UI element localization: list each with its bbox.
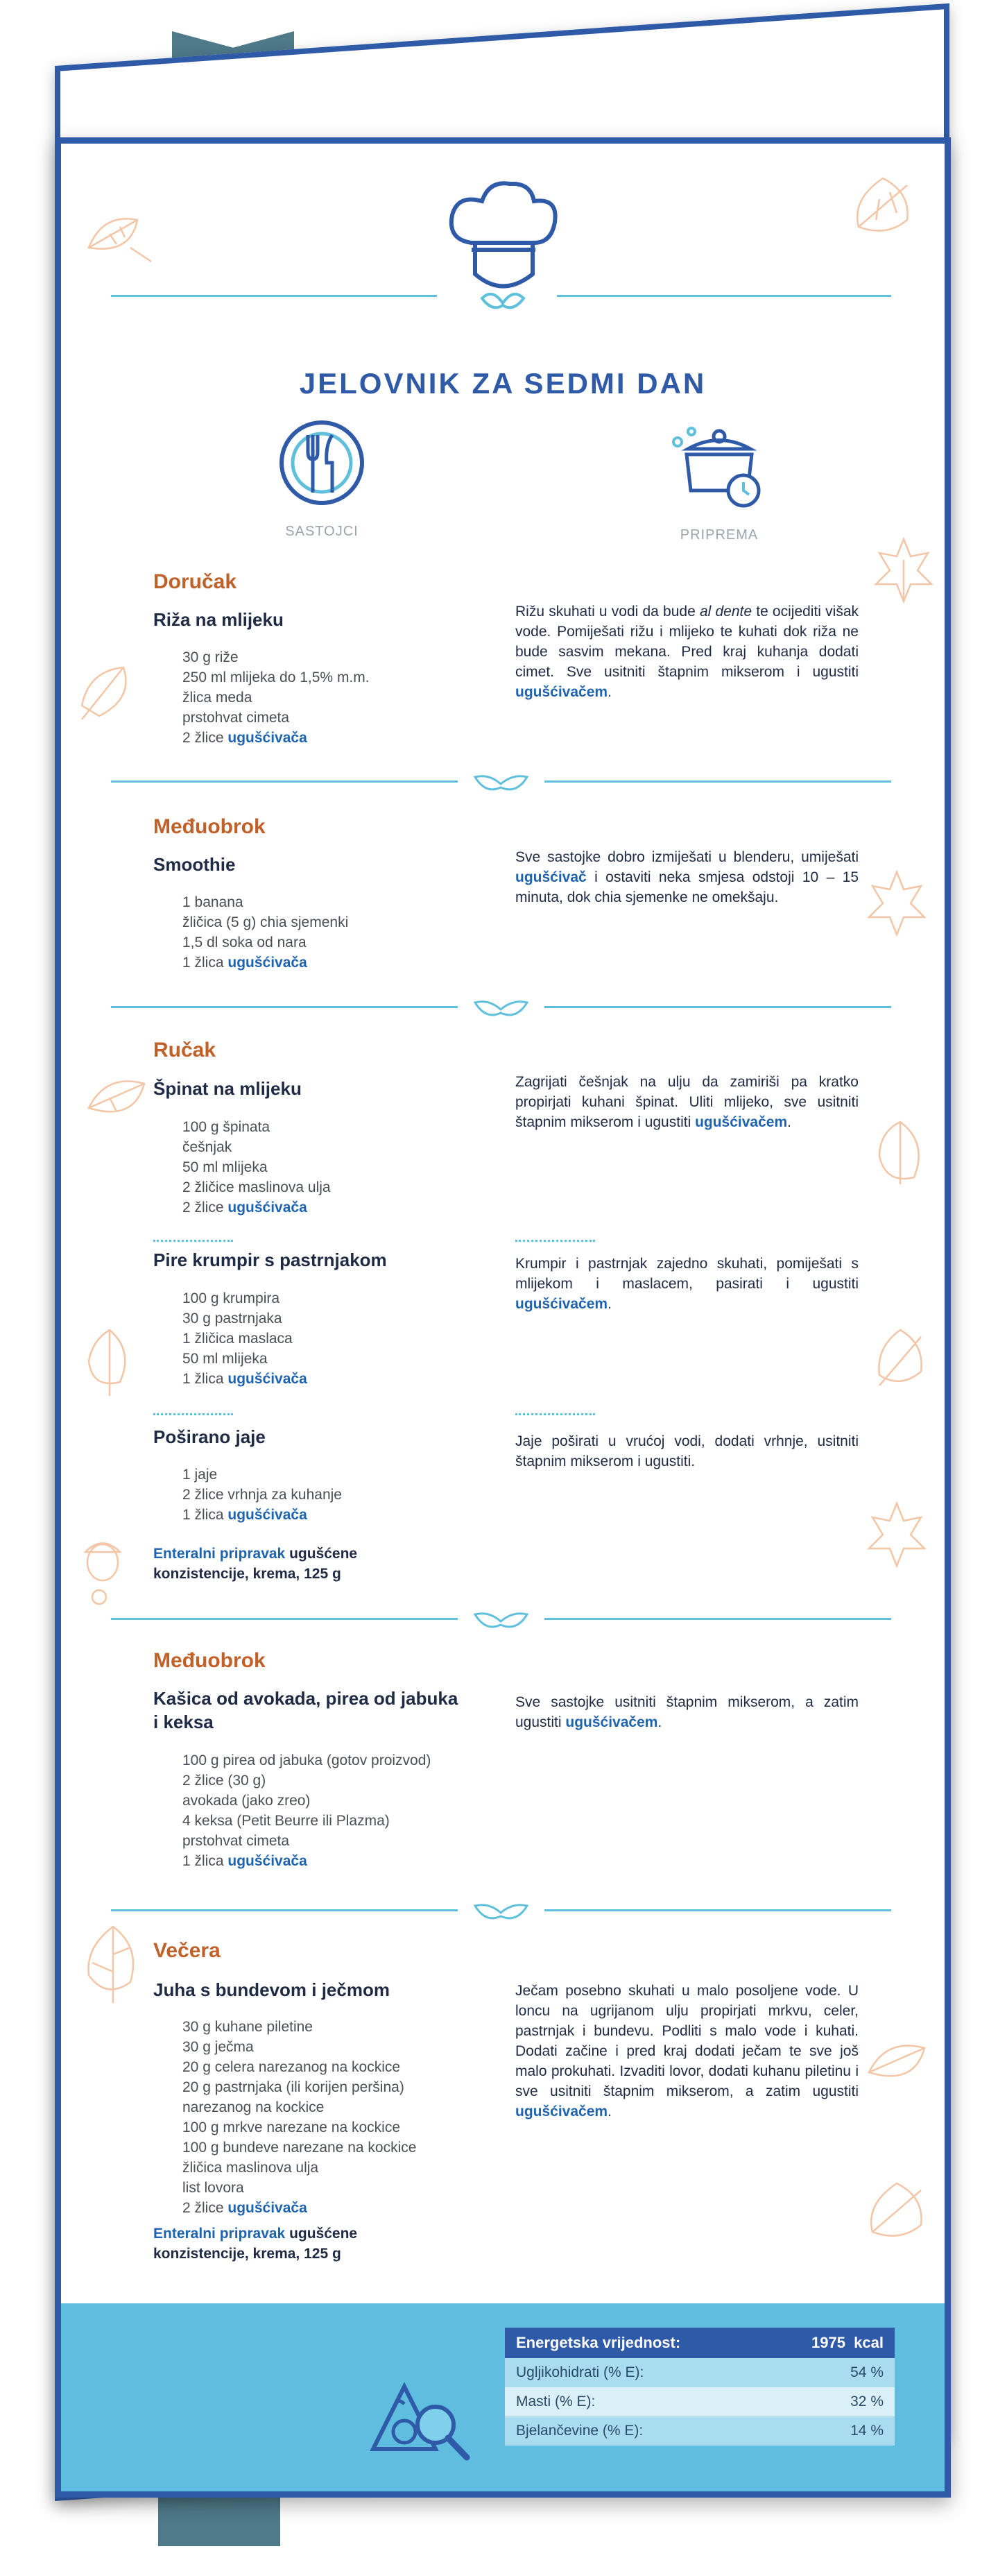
header-divider-left bbox=[111, 295, 437, 297]
enteral-note: Enteralni pripravak ugušćene konzistencije, krema, 125 g bbox=[153, 2226, 358, 2262]
enteral-note: Enteralni pripravak ugušćene konzistencije, krema, 125 g bbox=[153, 1546, 358, 1582]
ingredient-list bbox=[182, 892, 348, 973]
ingredient-item: 100 g krumpira bbox=[182, 1290, 280, 1306]
ingredient-item: 1 žlica ugušćivača bbox=[182, 1507, 307, 1523]
acorn-icon bbox=[78, 1531, 127, 1607]
macro-row: Ugljikohidrati (% E): 54 % bbox=[505, 2358, 895, 2387]
menu-card bbox=[55, 137, 951, 2498]
section-title-snack: Međuobrok bbox=[153, 1649, 266, 1672]
ingredient-item: 1 žlica ugušćivača bbox=[182, 1371, 307, 1387]
bow-icon bbox=[472, 1611, 531, 1639]
ingredient-item: 30 g kuhane piletine bbox=[182, 2019, 313, 2035]
energy-table bbox=[505, 2328, 895, 2446]
ingredient-item: 2 žlice ugušćivača bbox=[182, 1200, 307, 1216]
ingredient-item: 100 g pirea od jabuka (gotov proizvod) bbox=[182, 1752, 431, 1768]
leaf-icon bbox=[859, 865, 935, 941]
energy-footer bbox=[61, 2303, 945, 2498]
dish-title: Smoothie bbox=[153, 854, 236, 875]
ingredient-item: 30 g ječma bbox=[182, 2039, 254, 2055]
ingredient-item: žlica meda bbox=[182, 690, 252, 706]
section-title-snack: Međuobrok bbox=[153, 815, 266, 838]
preparation-text: Jaje poširati u vrućoj vodi, dodati vrhnje, usitniti štapnim mikserom i ugustiti. bbox=[515, 1433, 859, 1469]
preparation-text: Rižu skuhati u vodi da bude al dente te ocijediti višak vode. Pomiješati rižu i mlijeko te kuhati dok riža ne bude sasvim mekana. Pred kraj kuhanja dodati cimet. Sve usitniti štapnim mikserom i ugustiti ugušćivačem. bbox=[515, 604, 859, 700]
ingredient-item: češnjak bbox=[182, 1139, 232, 1155]
section-title-dinner: Večera bbox=[153, 1939, 221, 1962]
bow-icon bbox=[472, 1902, 531, 1930]
ingredient-item: 1 žličica maslaca bbox=[182, 1331, 293, 1347]
preparation-text: Krumpir i pastrnjak zajedno skuhati, pomiješati s mlijekom i maslacem, pasirati i ugustiti ugušćivačem. bbox=[515, 1256, 859, 1312]
chef-hat-icon bbox=[444, 177, 562, 316]
leaf-icon bbox=[78, 1323, 141, 1399]
dish-title: Juha s bundevom i ječmom bbox=[153, 1979, 390, 2000]
ingredient-item: 4 keksa (Petit Beurre ili Plazma) bbox=[182, 1813, 390, 1829]
ingredient-item: narezanog na kockice bbox=[182, 2099, 325, 2115]
ingredient-item: 1 žlica ugušćivača bbox=[182, 955, 307, 971]
leaf-icon bbox=[75, 1920, 151, 2010]
ingredient-item: 50 ml mlijeka bbox=[182, 1351, 268, 1367]
ingredient-item: list lovora bbox=[182, 2180, 244, 2196]
ingredient-item: 20 g celera narezanog na kockice bbox=[182, 2059, 401, 2075]
ingredients-label: SASTOJCI bbox=[285, 524, 359, 539]
ingredient-item: 100 g mrkve narezane na kockice bbox=[182, 2119, 401, 2135]
preparation-label-group bbox=[636, 421, 802, 543]
energy-total-row bbox=[505, 2328, 895, 2358]
cooking-pot-timer-icon bbox=[667, 421, 771, 511]
ingredient-item: 1 banana bbox=[182, 894, 243, 910]
preparation-label: PRIPREMA bbox=[680, 527, 759, 543]
section-divider bbox=[111, 774, 891, 801]
ingredient-item: 1 žlica ugušćivača bbox=[182, 1853, 307, 1869]
dish-title: Kašica od avokada, pirea od jabuka i keksa bbox=[153, 1688, 458, 1732]
leaf-icon bbox=[82, 206, 158, 268]
bow-icon bbox=[472, 774, 531, 801]
ingredient-item: 20 g pastrnjaka (ili korijen peršina) bbox=[182, 2079, 404, 2095]
page-title: JELOVNIK ZA SEDMI DAN bbox=[299, 367, 707, 400]
section-title-lunch: Ručak bbox=[153, 1039, 216, 1061]
ingredient-item: 2 žlice (30 g) bbox=[182, 1773, 266, 1789]
ingredient-list bbox=[182, 2017, 416, 2218]
ingredient-item: 100 g špinata bbox=[182, 1119, 270, 1135]
ingredient-list bbox=[182, 1117, 331, 1218]
preparation-text: Sve sastojke usitniti štapnim mikserom, a zatim ugustiti ugušćivačem. bbox=[515, 1694, 859, 1730]
dotted-separator bbox=[515, 1240, 595, 1242]
preparation-text: Sve sastojke dobro izmiješati u blenderu, umiješati ugušćivač i ostaviti neka smjesa odstoji 10 – 15 minuta, dok chia sjemenke ne omekšaju. bbox=[515, 849, 859, 905]
dish-title: Pire krumpir s pastrnjakom bbox=[153, 1249, 387, 1270]
section-divider bbox=[111, 1902, 891, 1930]
header-divider-right bbox=[557, 295, 891, 297]
ingredient-item: 2 žlice vrhnja za kuhanje bbox=[182, 1487, 342, 1503]
bow-icon bbox=[472, 999, 531, 1027]
ingredient-item: 1 jaje bbox=[182, 1467, 218, 1483]
ingredient-item: 100 g bundeve narezane na kockice bbox=[182, 2140, 417, 2156]
dish-title: Riža na mlijeku bbox=[153, 609, 284, 630]
ingredient-item: 2 žlice ugušćivača bbox=[182, 730, 307, 746]
leaf-icon bbox=[859, 1496, 935, 1573]
ingredient-list bbox=[182, 1288, 307, 1389]
leaf-icon bbox=[866, 532, 942, 608]
ingredient-item: 50 ml mlijeka bbox=[182, 1159, 268, 1175]
leaf-icon bbox=[866, 1115, 935, 1191]
ingredient-item: 2 žličice maslinova ulja bbox=[182, 1179, 331, 1195]
leaf-icon bbox=[78, 1066, 155, 1143]
ingredient-list bbox=[182, 1750, 431, 1871]
ingredient-item: prstohvat cimeta bbox=[182, 710, 290, 726]
energy-label: Energetska vrijednost: bbox=[505, 2328, 764, 2358]
macro-row: Masti (% E): 32 % bbox=[505, 2387, 895, 2416]
leaf-icon bbox=[866, 1323, 935, 1392]
section-divider bbox=[111, 999, 891, 1027]
leaf-icon bbox=[859, 2176, 935, 2253]
ingredient-item: 30 g pastrnjaka bbox=[182, 1311, 282, 1327]
dish-title: Špinat na mlijeku bbox=[153, 1078, 302, 1099]
ingredient-item: 250 ml mlijeka do 1,5% m.m. bbox=[182, 669, 370, 685]
ingredient-list bbox=[182, 1465, 342, 1525]
leaf-icon bbox=[75, 657, 144, 726]
macro-row: Bjelančevine (% E): 14 % bbox=[505, 2416, 895, 2446]
ingredient-item: prstohvat cimeta bbox=[182, 1833, 290, 1849]
dotted-separator bbox=[153, 1240, 233, 1242]
nutrition-analysis-icon bbox=[366, 2366, 477, 2463]
leaf-icon bbox=[845, 171, 921, 248]
dotted-separator bbox=[153, 1413, 233, 1415]
dotted-separator bbox=[515, 1413, 595, 1415]
section-divider bbox=[111, 1611, 891, 1639]
energy-value: 1975 kcal bbox=[764, 2328, 895, 2358]
ingredient-item: žličica maslinova ulja bbox=[182, 2160, 319, 2176]
ingredient-item: 1,5 dl soka od nara bbox=[182, 935, 307, 950]
plate-cutlery-icon bbox=[277, 418, 367, 508]
leaf-icon bbox=[859, 2031, 935, 2107]
ingredient-item: avokada (jako zreo) bbox=[182, 1793, 311, 1809]
ingredient-item: 2 žlice ugušćivača bbox=[182, 2200, 307, 2216]
ingredient-item: 30 g riže bbox=[182, 649, 239, 665]
ingredients-label-group bbox=[239, 418, 405, 540]
ingredient-item: žličica (5 g) chia sjemenki bbox=[182, 914, 349, 930]
preparation-text: Ječam posebno skuhati u malo posoljene vode. U loncu na ugrijanom ulju propirjati mrkvu, celer, pastrnjak i bundevu. Podliti s malo vode i kuhati. Dodati začine i pred kraj dodati ječam te sve još malo prokuhati. Izvaditi lovor, dodati kuhanu piletinu i sve usitniti štapnim mikserom, a zatim ugustiti ugušćivačem. bbox=[515, 1983, 859, 2119]
ingredient-list bbox=[182, 647, 370, 748]
dish-title: Poširano jaje bbox=[153, 1426, 266, 1447]
section-title-breakfast: Doručak bbox=[153, 570, 237, 593]
preparation-text: Zagrijati češnjak na ulju da zamiriši pa kratko propirjati kuhani špinat. Uliti mlijeko, sve usitniti štapnim mikserom i ugustiti ugušćivačem. bbox=[515, 1074, 859, 1130]
